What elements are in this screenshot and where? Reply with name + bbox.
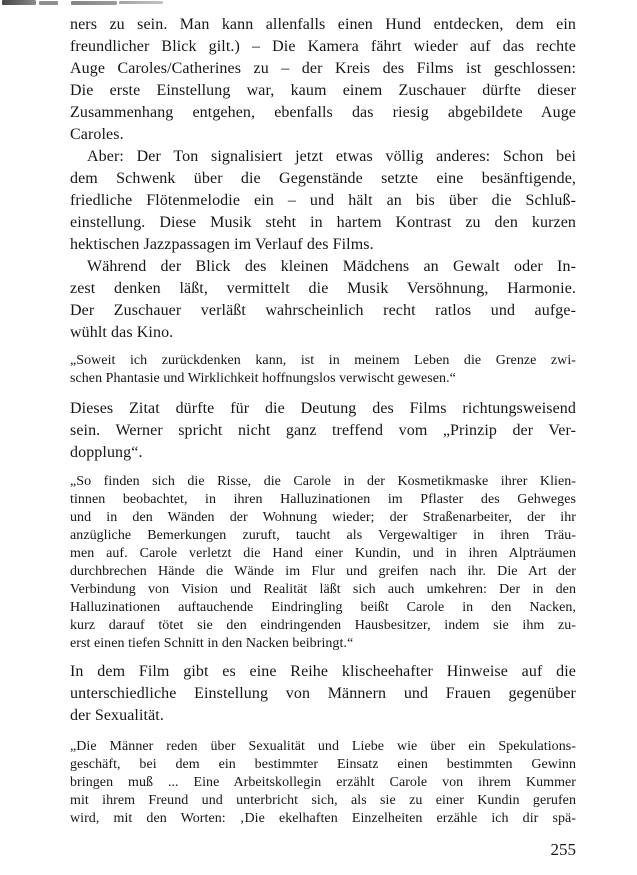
text-line: und in den Wänden der Wohnung wieder; der Straßenarbeiter, der ihr <box>70 510 576 525</box>
scan-artifact <box>119 1 163 4</box>
paragraph-continuation <box>70 14 576 146</box>
text-line: In dem Film gibt es eine Reihe klischeehafter Hinweise auf die <box>70 663 576 680</box>
text-line: geschäft, bei dem ein bestimmter Einsatz einen bestimmten Gewinn <box>70 757 576 772</box>
scan-artifact <box>39 1 58 5</box>
text-line: schen Phantasie und Wirklichkeit hoffnungslos verwischt gewesen.“ <box>70 371 456 386</box>
paragraph-zitat-deutung <box>70 398 576 464</box>
text-line: dem Schwenk über die Gegenstände setzte eine besänftigende, <box>70 170 576 187</box>
text-line: unterschiedliche Einstellung von Männern und Frauen gegenüber <box>70 685 576 702</box>
text-line: freundlicher Blick gilt.) – Die Kamera fährt wieder auf das rechte <box>70 38 576 55</box>
text-line: men auf. Carole verletzt die Hand einer Kundin, und in ihren Alpträumen <box>70 546 576 561</box>
page-number: 255 <box>550 840 576 859</box>
text-line: bringen muß ... Eine Arbeitskollegin erzählt Carole von ihrem Kummer <box>70 775 576 790</box>
text-line: kurz darauf tötet sie den eindringenden Hausbesitzer, indem sie ihm zu- <box>70 618 576 633</box>
block-quote-maenner <box>70 738 576 828</box>
text-line: sein. Werner spricht nicht ganz treffend vom „Prinzip der Ver- <box>70 422 576 439</box>
text-line: ners zu sein. Man kann allenfalls einen Hund entdecken, dem ein <box>70 16 576 33</box>
text-line: Dieses Zitat dürfte für die Deutung des Films richtungsweisend <box>70 400 576 417</box>
block-quote-risse <box>70 473 576 653</box>
text-line: tinnen beobachtet, in ihren Halluzinationen im Pflaster des Gehweges <box>70 492 576 507</box>
paragraph-klischees <box>70 661 576 727</box>
text-line: Die erste Einstellung war, kaum einem Zuschauer dürfte dieser <box>70 82 576 99</box>
text-line: wühlt das Kino. <box>70 324 174 341</box>
text-line: Zusammenhang entgehen, ebenfalls das riesig abgebildete Auge <box>70 104 576 121</box>
scan-artifact <box>2 0 36 5</box>
text-line: zest denken läßt, vermittelt die Musik Versöhnung, Harmonie. <box>70 280 576 297</box>
text-line: hektischen Jazzpassagen im Verlauf des Films. <box>70 236 374 253</box>
text-line: mit ihrem Freund und unterbricht sich, als sie zu einer Kundin gerufen <box>70 793 576 808</box>
text-line: „Die Männer reden über Sexualität und Liebe wie über ein Spekulations- <box>70 739 576 754</box>
text-line: Aber: Der Ton signalisiert jetzt etwas völlig anderes: Schon bei <box>87 148 576 165</box>
text-line: erst einen tiefen Schnitt in den Nacken beibringt.“ <box>70 636 354 651</box>
text-line: „So finden sich die Risse, die Carole in der Kosmetikmaske ihrer Klien- <box>70 474 576 489</box>
text-column <box>70 14 576 861</box>
text-line: einstellung. Diese Musik steht in hartem Kontrast zu den kurzen <box>70 214 576 231</box>
paragraph-sound <box>70 146 576 256</box>
text-line: Während der Blick des kleinen Mädchens an Gewalt oder In- <box>87 258 576 275</box>
text-line: Halluzinationen auftauchende Eindringling beißt Carole in den Nacken, <box>70 600 576 615</box>
scan-artifact <box>71 1 117 5</box>
block-quote-memory <box>70 352 576 388</box>
text-line: „Soweit ich zurückdenken kann, ist in meinem Leben die Grenze zwi- <box>70 353 576 368</box>
paragraph-music-contrast <box>70 256 576 344</box>
text-line: Auge Caroles/Catherines zu – der Kreis des Films ist geschlossen: <box>70 60 576 77</box>
text-line: durchbrechen Hände die Wände im Flur und greifen nach ihr. Die Art der <box>70 564 576 579</box>
text-line: friedliche Flötenmelodie ein – und hält an bis über die Schluß- <box>70 192 576 209</box>
text-line: Verbindung von Vision und Realität läßt sich auch umkehren: Der in den <box>70 582 576 597</box>
text-line: der Sexualität. <box>70 707 164 724</box>
text-line: dopplung“. <box>70 444 143 461</box>
text-line: Der Zuschauer verläßt wahrscheinlich recht ratlos und aufge- <box>70 302 576 319</box>
text-line: wird, mit den Worten: ‚Die ekelhaften Einzelheiten erzähle ich dir spä- <box>70 811 576 826</box>
text-line: anzügliche Bemerkungen zuruft, taucht als Vergewaltiger in ihren Träu- <box>70 528 576 543</box>
text-line: Caroles. <box>70 126 124 143</box>
